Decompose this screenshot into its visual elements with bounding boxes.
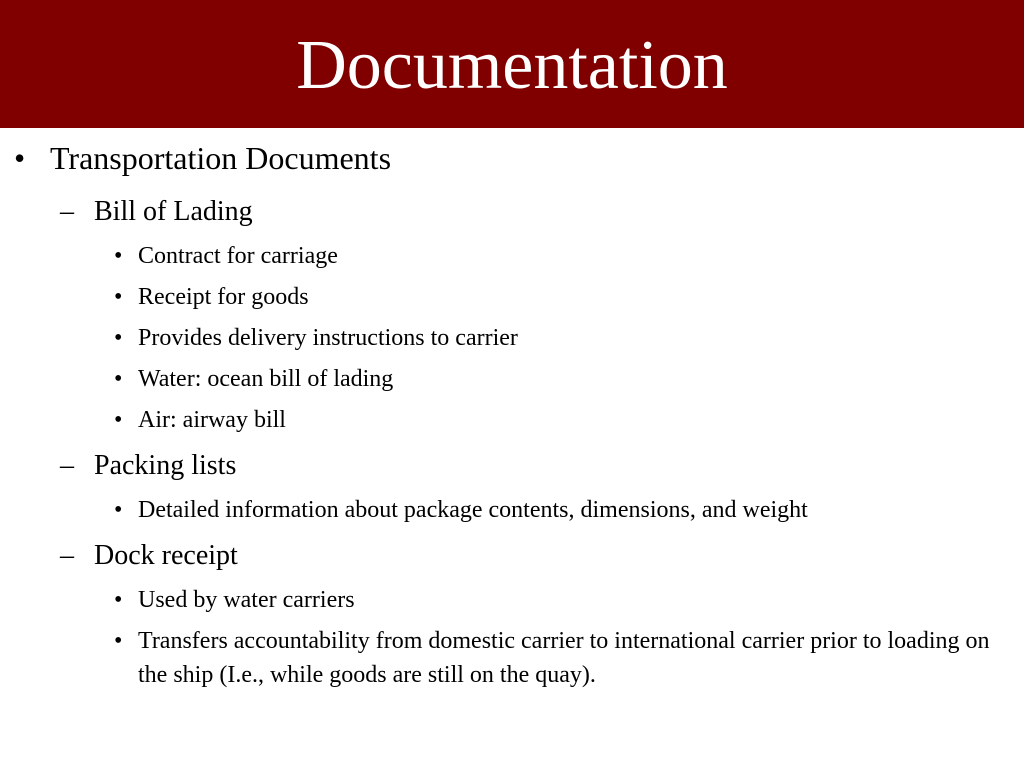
bullet-marker: •: [114, 628, 123, 654]
dash-marker: –: [60, 450, 74, 481]
bullet-text: Air: airway bill: [138, 407, 286, 433]
slide-title: Documentation: [296, 27, 728, 104]
bullet-text: Bill of Lading: [94, 196, 253, 227]
bullet-marker: •: [114, 587, 123, 613]
bullet-marker: •: [114, 366, 123, 392]
bullet-text: Dock receipt: [94, 540, 238, 571]
bullet-text: Transfers accountability from domestic carrier to international carrier prior to loading on the ship (I.e., while goods are still on the quay).: [138, 628, 990, 688]
dash-marker: –: [60, 196, 74, 227]
bullet-text: Water: ocean bill of lading: [138, 366, 394, 392]
bullet-marker: •: [14, 140, 26, 176]
bullet-marker: •: [114, 325, 123, 351]
bullet-text: Detailed information about package contents, dimensions, and weight: [138, 497, 808, 523]
bullet-marker: •: [114, 407, 123, 433]
bullet-text: Used by water carriers: [138, 587, 355, 613]
dash-marker: –: [60, 540, 74, 571]
bullet-text: Provides delivery instructions to carrier: [138, 325, 518, 351]
bullet-text: Packing lists: [94, 450, 237, 481]
bullet-text: Transportation Documents: [50, 140, 392, 176]
bullet-marker: •: [114, 284, 123, 310]
bullet-marker: •: [114, 497, 123, 523]
bullet-text: Contract for carriage: [138, 243, 338, 269]
bullet-marker: •: [114, 243, 123, 269]
bullet-text: Receipt for goods: [138, 284, 309, 310]
